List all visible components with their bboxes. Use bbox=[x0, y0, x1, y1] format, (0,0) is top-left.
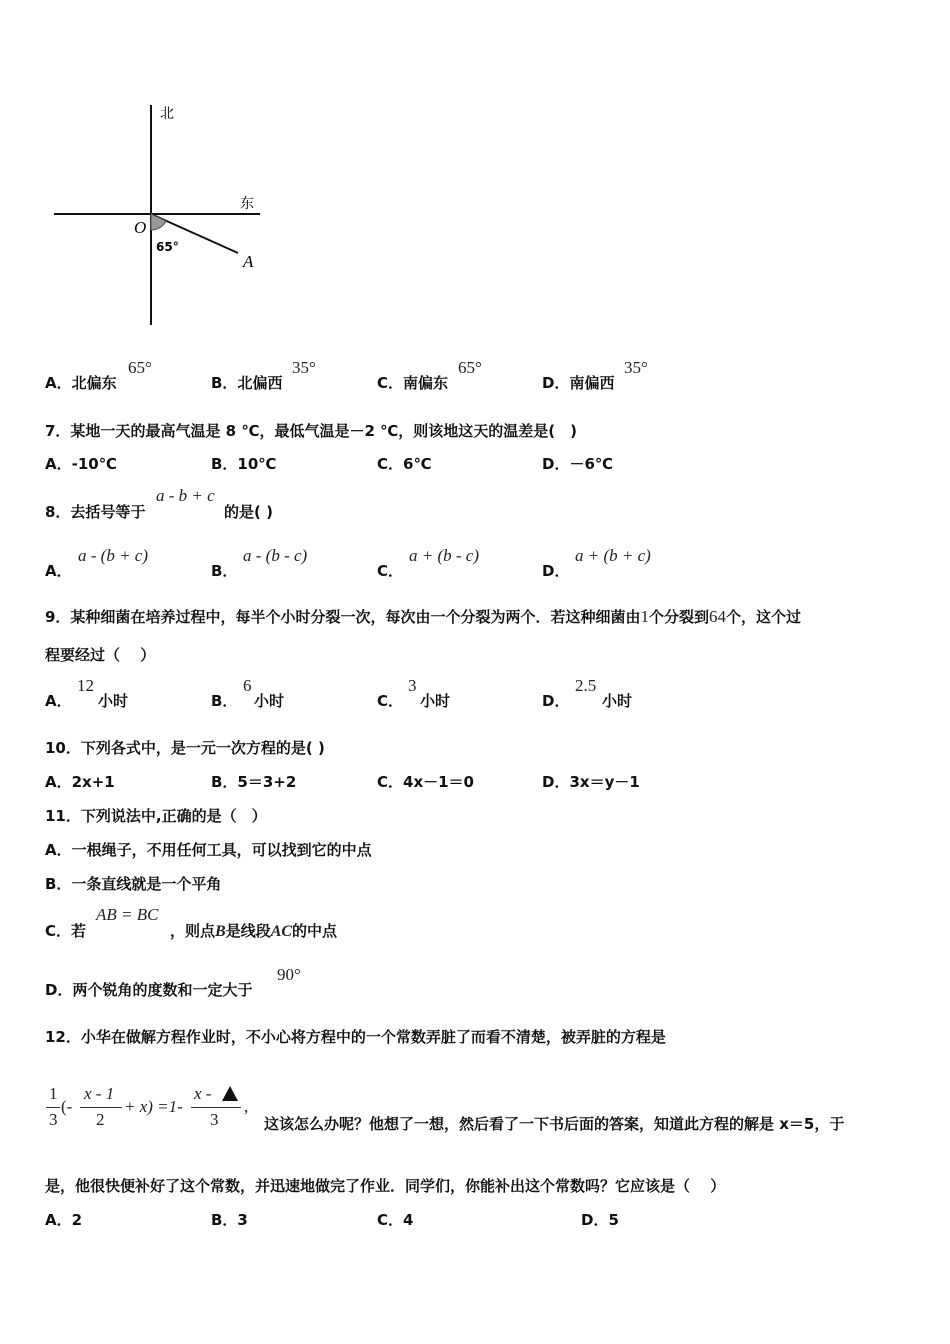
q7-stem: 7．某地一天的最高气温是 8 ℃，最低气温是－2 ℃，则该地这天的温差是( ) bbox=[45, 422, 578, 440]
q6-option-b-value: 35° bbox=[292, 358, 316, 377]
q11-option-b[interactable]: B．一条直线就是一个平角 bbox=[45, 875, 222, 893]
q12-option-c[interactable]: C．4 bbox=[377, 1211, 414, 1229]
q10-option-d[interactable]: D．3x＝y－1 bbox=[542, 773, 640, 791]
q7-option-c[interactable]: C．6℃ bbox=[377, 455, 432, 473]
q11-option-a[interactable]: A．一根绳子，不用任何工具，可以找到它的中点 bbox=[45, 841, 372, 859]
q6-option-d[interactable] bbox=[542, 372, 614, 393]
q6-option-b[interactable] bbox=[211, 372, 282, 393]
q9-option-c-value: 3 bbox=[408, 676, 417, 695]
q9-option-d-unit: 小时 bbox=[602, 692, 633, 710]
option-label: D． bbox=[542, 374, 570, 392]
north-label: 北 bbox=[160, 106, 174, 122]
q9-option-b[interactable]: B． bbox=[211, 692, 238, 710]
q8-option-a[interactable]: A． bbox=[45, 562, 72, 580]
option-text: 北偏东 bbox=[71, 374, 117, 392]
eq-d2: 2 bbox=[96, 1110, 105, 1129]
eq-n2: x - 1 bbox=[84, 1084, 115, 1103]
q8-expression: a - b + c bbox=[156, 486, 215, 505]
q11-option-c-rest: ，则点B是线段AC的中点 bbox=[170, 922, 338, 940]
origin-label: O bbox=[134, 218, 147, 237]
q9-option-d-value: 2.5 bbox=[575, 676, 597, 695]
q12-stem: 12．小华在做解方程作业时，不小心将方程中的一个常数弄脏了而看不清楚，被弄脏的方程是 bbox=[45, 1028, 666, 1046]
q7-option-a[interactable]: A．-10℃ bbox=[45, 455, 117, 473]
east-label: 东 bbox=[240, 196, 254, 212]
q11-option-c[interactable]: C．若 bbox=[45, 922, 87, 940]
q9-option-a-value: 12 bbox=[77, 676, 94, 695]
q12-line3: 是，他很快便补好了这个常数，并迅速地做完了作业．同学们，你能补出这个常数吗？它应该是（ ） bbox=[45, 1177, 726, 1195]
q6-option-d-value: 35° bbox=[624, 358, 648, 377]
q8-stem-pre: 8．去括号等于 bbox=[45, 503, 146, 521]
q7-option-d[interactable]: D．－6℃ bbox=[542, 455, 614, 473]
q11-stem: 11．下列说法中,正确的是（ ） bbox=[45, 807, 267, 825]
eq-bar2 bbox=[80, 1107, 122, 1108]
compass-diagram bbox=[40, 100, 280, 335]
q9-option-a[interactable]: A． bbox=[45, 692, 72, 710]
smudge-triangle-icon bbox=[222, 1086, 238, 1101]
eq-bar3 bbox=[191, 1107, 241, 1108]
eq-mid: + x) =1- bbox=[124, 1097, 183, 1116]
q12-continuation: 这该怎么办呢？他想了一想，然后看了一下书后面的答案，知道此方程的解是 x＝5，于 bbox=[264, 1115, 845, 1133]
q10-option-a[interactable]: A．2x+1 bbox=[45, 773, 115, 791]
q7-option-b[interactable]: B．10℃ bbox=[211, 455, 277, 473]
q11-option-d[interactable]: D．两个锐角的度数和一定大于 bbox=[45, 981, 253, 999]
q6-option-c[interactable] bbox=[377, 372, 448, 393]
eq-d1: 3 bbox=[49, 1110, 58, 1129]
q12-equation bbox=[46, 1084, 256, 1140]
q11-option-c-expr: AB = BC bbox=[96, 905, 159, 924]
q9-stem-line2: 程要经过（ ） bbox=[45, 646, 156, 664]
q6-option-a-value: 65° bbox=[128, 358, 152, 377]
q9-option-c-unit: 小时 bbox=[420, 692, 451, 710]
q9-option-b-value: 6 bbox=[243, 676, 252, 695]
q8-option-b-expr: a - (b - c) bbox=[243, 546, 308, 565]
option-text: 南偏西 bbox=[569, 374, 615, 392]
q8-option-b[interactable]: B． bbox=[211, 562, 238, 580]
option-label: A． bbox=[45, 374, 72, 392]
q12-option-d[interactable]: D．5 bbox=[581, 1211, 619, 1229]
option-label: C． bbox=[377, 374, 404, 392]
angle-label: 65° bbox=[156, 240, 179, 254]
q8-option-c[interactable]: C． bbox=[377, 562, 404, 580]
q6-option-a[interactable] bbox=[45, 372, 117, 393]
eq-tail: , bbox=[244, 1097, 249, 1116]
q10-option-b[interactable]: B．5＝3+2 bbox=[211, 773, 297, 791]
q10-option-c[interactable]: C．4x－1＝0 bbox=[377, 773, 474, 791]
q9-option-b-unit: 小时 bbox=[254, 692, 285, 710]
q12-option-a[interactable]: A．2 bbox=[45, 1211, 83, 1229]
q9-option-a-unit: 小时 bbox=[98, 692, 129, 710]
eq-d3: 3 bbox=[210, 1110, 219, 1129]
q8-option-d-expr: a + (b + c) bbox=[575, 546, 651, 565]
eq-bar1 bbox=[46, 1107, 60, 1108]
q10-stem: 10．下列各式中，是一元一次方程的是( ) bbox=[45, 739, 325, 757]
eq-n3: x - bbox=[194, 1084, 212, 1103]
q8-option-d[interactable]: D． bbox=[542, 562, 570, 580]
q9-stem-line1: 9．某种细菌在培养过程中，每半个小时分裂一次，每次由一个分裂为两个．若这种细菌由1个分裂到64个，这个过 bbox=[45, 607, 801, 626]
q12-option-b[interactable]: B．3 bbox=[211, 1211, 248, 1229]
option-label: B． bbox=[211, 374, 238, 392]
q8-option-a-expr: a - (b + c) bbox=[78, 546, 149, 565]
q9-option-c[interactable]: C． bbox=[377, 692, 404, 710]
point-a-label: A bbox=[243, 252, 254, 271]
option-text: 北偏西 bbox=[237, 374, 283, 392]
eq-n1: 1 bbox=[49, 1084, 58, 1103]
q6-option-c-value: 65° bbox=[458, 358, 482, 377]
q9-option-d[interactable]: D． bbox=[542, 692, 570, 710]
option-text: 南偏东 bbox=[403, 374, 449, 392]
eq-open: (- bbox=[61, 1097, 73, 1116]
q8-stem-post: 的是( ) bbox=[224, 503, 273, 521]
q11-option-d-value: 90° bbox=[277, 965, 301, 984]
q8-option-c-expr: a + (b - c) bbox=[409, 546, 480, 565]
